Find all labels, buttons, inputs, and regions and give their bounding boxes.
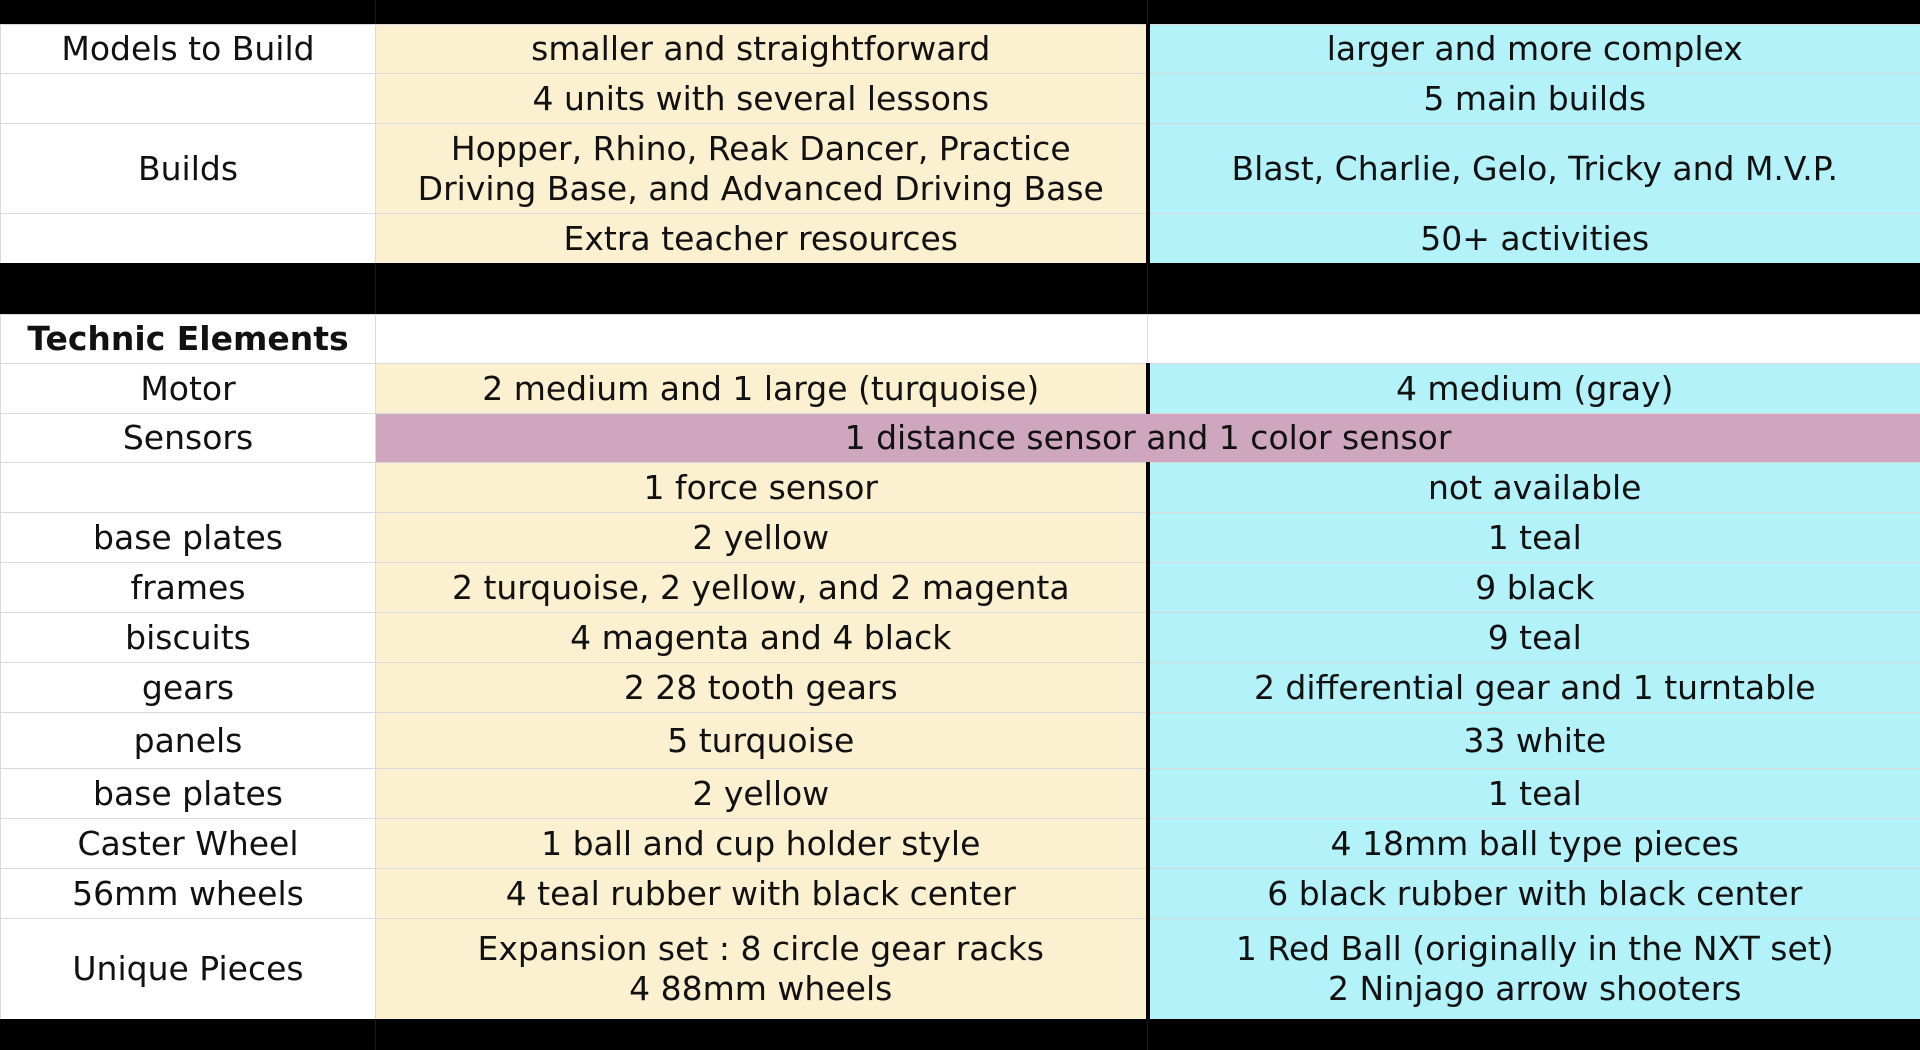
left-cell[interactable]: 5 turquoise xyxy=(376,713,1148,769)
section-header[interactable]: Technic Elements xyxy=(1,315,376,364)
table-row xyxy=(1,124,1920,214)
row-label[interactable] xyxy=(1,463,376,513)
right-cell[interactable]: 6 black rubber with black center xyxy=(1148,869,1920,919)
table-row xyxy=(1,713,1920,769)
table-row xyxy=(1,315,1920,364)
left-cell[interactable]: 2 yellow xyxy=(376,769,1148,819)
right-cell[interactable]: Blast, Charlie, Gelo, Tricky and M.V.P. xyxy=(1148,124,1920,214)
right-cell[interactable]: 4 18mm ball type pieces xyxy=(1148,819,1920,869)
right-cell[interactable]: 5 main builds xyxy=(1148,74,1920,124)
table-row xyxy=(1,869,1920,919)
table-row xyxy=(1,919,1920,1020)
left-cell[interactable]: 1 force sensor xyxy=(376,463,1148,513)
table-row xyxy=(1,769,1920,819)
right-cell[interactable] xyxy=(1148,919,1920,1020)
table-row xyxy=(1,414,1920,463)
left-cell[interactable]: 4 magenta and 4 black xyxy=(376,613,1148,663)
left-cell-line: 4 88mm wheels xyxy=(629,969,893,1008)
right-cell[interactable]: 9 black xyxy=(1148,563,1920,613)
row-label[interactable]: Motor xyxy=(1,364,376,414)
left-cell[interactable]: 2 28 tooth gears xyxy=(376,663,1148,713)
right-cell[interactable]: larger and more complex xyxy=(1148,25,1920,74)
row-label[interactable]: Caster Wheel xyxy=(1,819,376,869)
bottom-black-band xyxy=(0,1019,1920,1050)
row-label[interactable]: Models to Build xyxy=(1,25,376,74)
right-cell[interactable]: 1 teal xyxy=(1148,513,1920,563)
empty-cell[interactable] xyxy=(1148,315,1920,364)
left-cell[interactable]: 4 teal rubber with black center xyxy=(376,869,1148,919)
left-cell[interactable]: 2 medium and 1 large (turquoise) xyxy=(376,364,1148,414)
table-row xyxy=(1,513,1920,563)
left-cell[interactable] xyxy=(376,124,1148,214)
row-label[interactable]: panels xyxy=(1,713,376,769)
top-comparison-table xyxy=(0,24,1920,264)
left-cell[interactable]: 2 yellow xyxy=(376,513,1148,563)
table-row xyxy=(1,563,1920,613)
table-row xyxy=(1,663,1920,713)
left-cell-line: Expansion set : 8 circle gear racks xyxy=(477,929,1044,968)
table-row xyxy=(1,819,1920,869)
row-label[interactable]: biscuits xyxy=(1,613,376,663)
right-cell[interactable]: not available xyxy=(1148,463,1920,513)
row-label[interactable]: base plates xyxy=(1,769,376,819)
left-cell-line: Hopper, Rhino, Reak Dancer, Practice xyxy=(450,128,1071,168)
right-cell-line: 2 Ninjago arrow shooters xyxy=(1328,969,1742,1008)
right-cell[interactable]: 1 teal xyxy=(1148,769,1920,819)
right-cell[interactable]: 2 differential gear and 1 turntable xyxy=(1148,663,1920,713)
left-cell[interactable]: 2 turquoise, 2 yellow, and 2 magenta xyxy=(376,563,1148,613)
row-label[interactable]: gears xyxy=(1,663,376,713)
table-row xyxy=(1,25,1920,74)
right-cell[interactable]: 33 white xyxy=(1148,713,1920,769)
empty-cell[interactable] xyxy=(376,315,1148,364)
middle-black-band xyxy=(0,263,1920,314)
left-cell[interactable]: Extra teacher resources xyxy=(376,214,1148,264)
table-row xyxy=(1,214,1920,264)
left-cell[interactable]: smaller and straightforward xyxy=(376,25,1148,74)
table-row xyxy=(1,463,1920,513)
right-cell[interactable]: 4 medium (gray) xyxy=(1148,364,1920,414)
row-label[interactable]: base plates xyxy=(1,513,376,563)
technic-elements-table xyxy=(0,314,1920,1020)
row-label[interactable]: Unique Pieces xyxy=(1,919,376,1020)
table-row xyxy=(1,74,1920,124)
left-cell[interactable] xyxy=(376,919,1148,1020)
left-cell[interactable]: 4 units with several lessons xyxy=(376,74,1148,124)
row-label[interactable]: 56mm wheels xyxy=(1,869,376,919)
left-cell[interactable]: 1 ball and cup holder style xyxy=(376,819,1148,869)
table-row xyxy=(1,613,1920,663)
row-label[interactable] xyxy=(1,214,376,264)
right-cell[interactable]: 50+ activities xyxy=(1148,214,1920,264)
row-label[interactable] xyxy=(1,74,376,124)
row-label[interactable]: Builds xyxy=(1,124,376,214)
top-black-band xyxy=(0,0,1920,24)
row-label[interactable]: frames xyxy=(1,563,376,613)
right-cell[interactable]: 9 teal xyxy=(1148,613,1920,663)
left-cell-line: Driving Base, and Advanced Driving Base xyxy=(417,168,1104,208)
shared-cell[interactable]: 1 distance sensor and 1 color sensor xyxy=(376,414,1920,463)
right-cell-line: 1 Red Ball (originally in the NXT set) xyxy=(1235,929,1834,968)
table-row xyxy=(1,364,1920,414)
row-label[interactable]: Sensors xyxy=(1,414,376,463)
